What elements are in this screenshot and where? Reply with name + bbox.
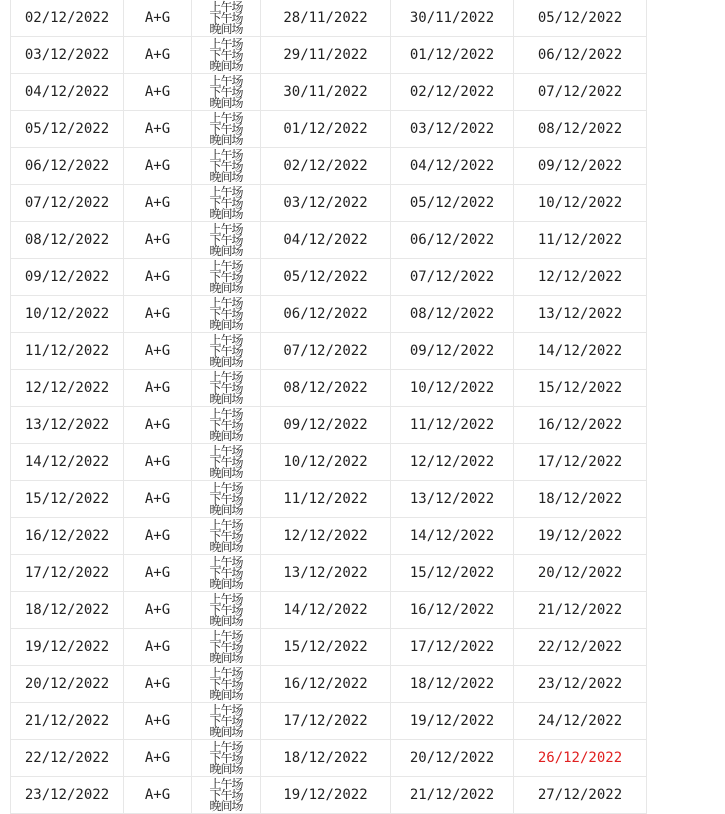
date-cell: 08/12/2022 [260, 370, 390, 406]
session-label: 晚间场 [209, 206, 243, 221]
date-cell: 21/12/2022 [513, 592, 647, 628]
date-cell: 09/12/2022 [513, 148, 647, 184]
date-cell: 03/12/2022 [390, 111, 513, 147]
session-label: 晚间场 [209, 761, 243, 776]
sessions-cell [191, 185, 260, 221]
date-cell: 16/12/2022 [513, 407, 647, 443]
date-cell: 05/12/2022 [10, 111, 123, 147]
date-cell: 17/12/2022 [513, 444, 647, 480]
sessions-cell [191, 222, 260, 258]
sessions-cell [191, 592, 260, 628]
table-row [10, 148, 647, 185]
date-cell: 12/12/2022 [10, 370, 123, 406]
session-label: 下午场 [209, 10, 243, 25]
session-label: 下午场 [209, 84, 243, 99]
session-label: 下午场 [209, 47, 243, 62]
date-cell: 21/12/2022 [390, 777, 513, 813]
table-row [10, 0, 647, 37]
date-cell: 05/12/2022 [260, 259, 390, 295]
date-cell: 06/12/2022 [260, 296, 390, 332]
date-cell: 18/12/2022 [10, 592, 123, 628]
table-row [10, 259, 647, 296]
sessions-cell [191, 37, 260, 73]
session-label: 晚间场 [209, 724, 243, 739]
session-label: 上午场 [209, 73, 243, 88]
group-cell: A+G [123, 592, 191, 628]
date-cell: 07/12/2022 [260, 333, 390, 369]
date-cell: 02/12/2022 [390, 74, 513, 110]
sessions-cell [191, 333, 260, 369]
session-label: 上午场 [209, 295, 243, 310]
group-cell: A+G [123, 37, 191, 73]
session-label: 晚间场 [209, 317, 243, 332]
session-label: 晚间场 [209, 613, 243, 628]
session-label: 晚间场 [209, 354, 243, 369]
session-label: 下午场 [209, 750, 243, 765]
session-label: 上午场 [209, 702, 243, 717]
session-label: 下午场 [209, 639, 243, 654]
session-label: 下午场 [209, 454, 243, 469]
session-label: 下午场 [209, 380, 243, 395]
session-label: 晚间场 [209, 132, 243, 147]
session-label: 下午场 [209, 491, 243, 506]
date-cell: 27/12/2022 [513, 777, 647, 813]
group-cell: A+G [123, 222, 191, 258]
sessions-cell [191, 777, 260, 813]
date-cell: 29/11/2022 [260, 37, 390, 73]
table-row [10, 444, 647, 481]
session-label: 上午场 [209, 332, 243, 347]
table-row [10, 407, 647, 444]
session-label: 晚间场 [209, 539, 243, 554]
date-cell: 04/12/2022 [10, 74, 123, 110]
date-cell: 14/12/2022 [260, 592, 390, 628]
date-cell: 09/12/2022 [390, 333, 513, 369]
session-label: 上午场 [209, 369, 243, 384]
session-label: 晚间场 [209, 58, 243, 73]
session-label: 上午场 [209, 0, 243, 14]
session-label: 上午场 [209, 443, 243, 458]
table-row [10, 518, 647, 555]
session-label: 晚间场 [209, 465, 243, 480]
date-cell: 16/12/2022 [390, 592, 513, 628]
session-label: 晚间场 [209, 576, 243, 591]
group-cell: A+G [123, 777, 191, 813]
table-row [10, 296, 647, 333]
table-row [10, 629, 647, 666]
date-cell: 20/12/2022 [513, 555, 647, 591]
session-label: 晚间场 [209, 280, 243, 295]
date-cell: 18/12/2022 [390, 666, 513, 702]
date-cell: 28/11/2022 [260, 0, 390, 36]
group-cell: A+G [123, 629, 191, 665]
date-cell: 11/12/2022 [260, 481, 390, 517]
session-label: 上午场 [209, 628, 243, 643]
date-cell: 06/12/2022 [390, 222, 513, 258]
session-label: 下午场 [209, 343, 243, 358]
date-cell: 11/12/2022 [390, 407, 513, 443]
date-cell: 15/12/2022 [260, 629, 390, 665]
group-cell: A+G [123, 333, 191, 369]
session-label: 下午场 [209, 269, 243, 284]
group-cell: A+G [123, 555, 191, 591]
sessions-cell [191, 111, 260, 147]
sessions-cell [191, 74, 260, 110]
session-label: 上午场 [209, 147, 243, 162]
session-label: 上午场 [209, 184, 243, 199]
date-cell: 19/12/2022 [513, 518, 647, 554]
sessions-cell [191, 148, 260, 184]
date-cell: 13/12/2022 [10, 407, 123, 443]
date-cell: 05/12/2022 [390, 185, 513, 221]
date-cell: 19/12/2022 [390, 703, 513, 739]
date-cell: 17/12/2022 [390, 629, 513, 665]
date-cell: 16/12/2022 [260, 666, 390, 702]
sessions-cell [191, 518, 260, 554]
group-cell: A+G [123, 74, 191, 110]
session-label: 上午场 [209, 776, 243, 791]
date-cell: 30/11/2022 [390, 0, 513, 36]
session-label: 上午场 [209, 406, 243, 421]
date-cell: 23/12/2022 [513, 666, 647, 702]
sessions-cell [191, 259, 260, 295]
group-cell: A+G [123, 666, 191, 702]
date-cell: 10/12/2022 [390, 370, 513, 406]
group-cell: A+G [123, 444, 191, 480]
sessions-cell [191, 370, 260, 406]
date-cell: 21/12/2022 [10, 703, 123, 739]
date-cell: 09/12/2022 [10, 259, 123, 295]
session-label: 下午场 [209, 195, 243, 210]
date-cell: 17/12/2022 [260, 703, 390, 739]
date-cell: 08/12/2022 [390, 296, 513, 332]
sessions-cell [191, 555, 260, 591]
date-cell: 10/12/2022 [10, 296, 123, 332]
date-cell: 17/12/2022 [10, 555, 123, 591]
group-cell: A+G [123, 148, 191, 184]
date-cell: 20/12/2022 [390, 740, 513, 776]
session-label: 晚间场 [209, 21, 243, 36]
session-label: 晚间场 [209, 243, 243, 258]
group-cell: A+G [123, 296, 191, 332]
date-cell: 07/12/2022 [390, 259, 513, 295]
session-label: 下午场 [209, 306, 243, 321]
session-label: 下午场 [209, 232, 243, 247]
table-row [10, 740, 647, 777]
group-cell: A+G [123, 185, 191, 221]
sessions-cell [191, 703, 260, 739]
date-cell: 11/12/2022 [10, 333, 123, 369]
sessions-cell [191, 0, 260, 36]
date-cell: 22/12/2022 [513, 629, 647, 665]
table-row [10, 333, 647, 370]
date-cell: 05/12/2022 [513, 0, 647, 36]
date-cell: 04/12/2022 [390, 148, 513, 184]
table-row [10, 555, 647, 592]
session-label: 下午场 [209, 676, 243, 691]
group-cell: A+G [123, 518, 191, 554]
session-label: 下午场 [209, 417, 243, 432]
date-cell: 12/12/2022 [260, 518, 390, 554]
group-cell: A+G [123, 407, 191, 443]
session-label: 上午场 [209, 480, 243, 495]
table-row [10, 185, 647, 222]
table-row [10, 703, 647, 740]
date-cell: 19/12/2022 [10, 629, 123, 665]
session-label: 下午场 [209, 565, 243, 580]
date-cell: 22/12/2022 [10, 740, 123, 776]
group-cell: A+G [123, 259, 191, 295]
date-cell: 20/12/2022 [10, 666, 123, 702]
session-label: 下午场 [209, 787, 243, 802]
date-cell: 15/12/2022 [513, 370, 647, 406]
session-label: 下午场 [209, 121, 243, 136]
table-row [10, 37, 647, 74]
session-label: 上午场 [209, 221, 243, 236]
session-label: 上午场 [209, 258, 243, 273]
date-cell: 08/12/2022 [513, 111, 647, 147]
group-cell: A+G [123, 111, 191, 147]
session-label: 上午场 [209, 665, 243, 680]
date-cell: 02/12/2022 [10, 0, 123, 36]
session-label: 晚间场 [209, 687, 243, 702]
date-cell: 18/12/2022 [513, 481, 647, 517]
date-cell: 09/12/2022 [260, 407, 390, 443]
sessions-cell [191, 296, 260, 332]
date-cell: 03/12/2022 [260, 185, 390, 221]
date-cell: 14/12/2022 [513, 333, 647, 369]
date-cell: 13/12/2022 [390, 481, 513, 517]
date-cell: 03/12/2022 [10, 37, 123, 73]
session-label: 晚间场 [209, 95, 243, 110]
session-label: 晚间场 [209, 650, 243, 665]
table-row [10, 592, 647, 629]
date-cell: 02/12/2022 [260, 148, 390, 184]
group-cell: A+G [123, 370, 191, 406]
date-cell: 10/12/2022 [513, 185, 647, 221]
date-cell: 04/12/2022 [260, 222, 390, 258]
table-row [10, 74, 647, 111]
date-cell: 12/12/2022 [513, 259, 647, 295]
date-cell: 14/12/2022 [10, 444, 123, 480]
date-cell: 24/12/2022 [513, 703, 647, 739]
session-label: 下午场 [209, 713, 243, 728]
sessions-cell [191, 629, 260, 665]
sessions-cell [191, 481, 260, 517]
table-row [10, 222, 647, 259]
session-label: 上午场 [209, 110, 243, 125]
session-label: 上午场 [209, 591, 243, 606]
date-cell: 30/11/2022 [260, 74, 390, 110]
session-label: 下午场 [209, 528, 243, 543]
session-label: 晚间场 [209, 798, 243, 813]
date-cell: 06/12/2022 [10, 148, 123, 184]
session-label: 上午场 [209, 517, 243, 532]
date-cell: 18/12/2022 [260, 740, 390, 776]
date-cell: 08/12/2022 [10, 222, 123, 258]
date-cell: 07/12/2022 [10, 185, 123, 221]
date-cell: 07/12/2022 [513, 74, 647, 110]
sessions-cell [191, 407, 260, 443]
table-row [10, 481, 647, 518]
group-cell: A+G [123, 481, 191, 517]
session-label: 下午场 [209, 158, 243, 173]
sessions-cell [191, 666, 260, 702]
date-cell: 13/12/2022 [513, 296, 647, 332]
sessions-cell [191, 740, 260, 776]
session-label: 上午场 [209, 739, 243, 754]
schedule-table [10, 0, 647, 814]
session-label: 上午场 [209, 36, 243, 51]
group-cell: A+G [123, 0, 191, 36]
date-cell: 12/12/2022 [390, 444, 513, 480]
date-cell: 15/12/2022 [10, 481, 123, 517]
date-cell: 14/12/2022 [390, 518, 513, 554]
session-label: 晚间场 [209, 169, 243, 184]
table-row [10, 370, 647, 407]
date-cell: 23/12/2022 [10, 777, 123, 813]
date-cell: 26/12/2022 [513, 740, 647, 776]
sessions-cell [191, 444, 260, 480]
date-cell: 13/12/2022 [260, 555, 390, 591]
group-cell: A+G [123, 703, 191, 739]
date-cell: 01/12/2022 [260, 111, 390, 147]
session-label: 上午场 [209, 554, 243, 569]
session-label: 下午场 [209, 602, 243, 617]
group-cell: A+G [123, 740, 191, 776]
date-cell: 06/12/2022 [513, 37, 647, 73]
date-cell: 11/12/2022 [513, 222, 647, 258]
table-row [10, 111, 647, 148]
date-cell: 10/12/2022 [260, 444, 390, 480]
date-cell: 15/12/2022 [390, 555, 513, 591]
session-label: 晚间场 [209, 502, 243, 517]
date-cell: 16/12/2022 [10, 518, 123, 554]
session-label: 晚间场 [209, 391, 243, 406]
table-row [10, 777, 647, 814]
table-row [10, 666, 647, 703]
date-cell: 01/12/2022 [390, 37, 513, 73]
session-label: 晚间场 [209, 428, 243, 443]
date-cell: 19/12/2022 [260, 777, 390, 813]
